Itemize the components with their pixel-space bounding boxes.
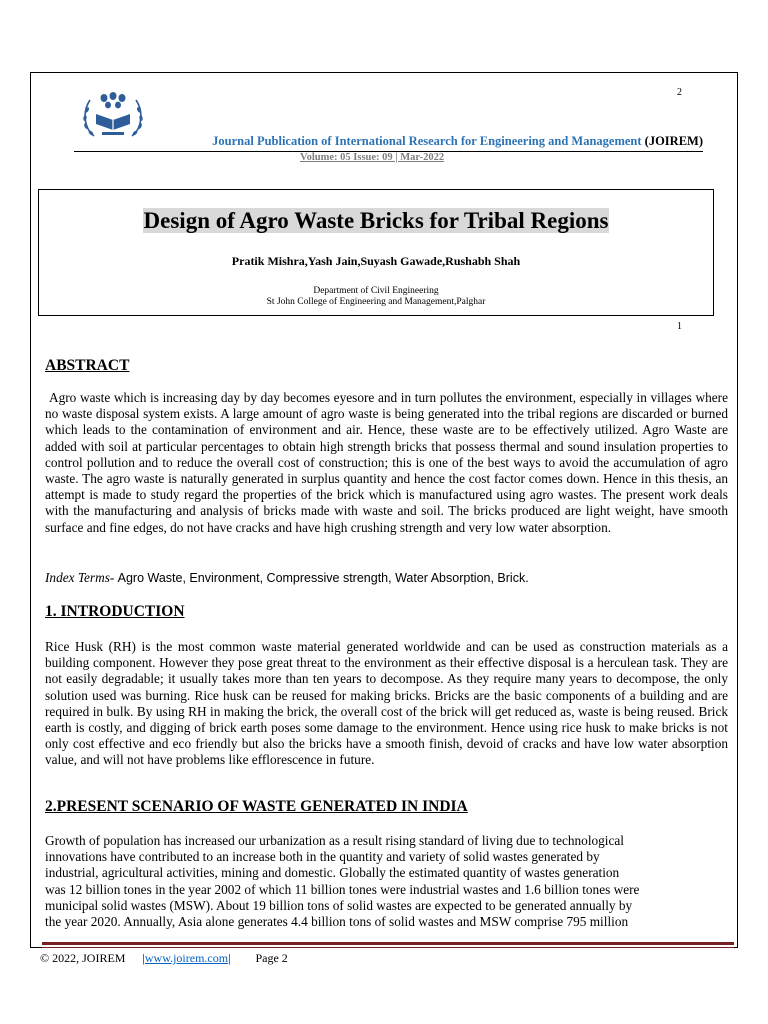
paper-title	[39, 208, 713, 234]
header-page-number: 2	[677, 87, 682, 98]
scenario-line: was 12 billion tones in the year 2002 of which 11 billion tones were industrial wastes and 1.6 billion tones were	[45, 881, 640, 897]
introduction-heading: 1. INTRODUCTION	[45, 603, 185, 620]
scenario-line: the year 2020. Annually, Asia alone generates 4.4 billion tons of solid wastes and MSW comprise 795 million	[45, 914, 629, 930]
paper-title-text: Design of Agro Waste Bricks for Tribal Regions	[143, 208, 609, 233]
introduction-text: Rice Husk (RH) is the most common waste material generated worldwide and can be used as construction materials as a building component. However they pose great threat to the environment as their effective disposal is a herculean task. They are not easily degradable; it usually takes more than ten years to decompose. As they require many years to decompose, the only solution used was burning. Rice husk can be reused for making bricks. Bricks are the basic components of a building and are required in bulk. By using RH in making the brick, the overall cost of the brick will get reduced as, waste is being reused. Brick earth is costly, and digging of brick earth poses some damage to the environment. Hence using rice husk to make bricks is not only cost effective and eco friendly but also the bricks have a smooth finish, devoid of cracks and have low water absorption value, and will not have problems like efflorescence in future.	[45, 639, 728, 768]
footnote-mark: 1	[677, 321, 682, 332]
journal-header-line	[74, 134, 703, 152]
abstract-text: Agro waste which is increasing day by day becomes eyesore and in turn pollutes the environment, especially in villages where no waste disposal system exists. A large amount of agro waste is being generated into the tribal regions are discarded or burned which leads to the contamination of environment and air. Hence, these waste are to be effectively utilized. Agro Waste are added with soil at particular percentages to obtain high strength bricks that possess thermal and sound insulation properties to control pollution and to reduce the overall cost of construction; this is one of the best ways to avoid the accumulation of agro waste. The agro waste is naturally generated in surplus quantity and hence the cost factor comes down. Hence in this thesis, an attempt is made to study regard the properties of the brick which is manufactured using agro wastes. The present work deals with the manufacturing and analysis of bricks made with waste and soil. The bricks produced are light weight, have smooth surface and fine edges, do not have cracks and have high crushing strength and very low water absorption.	[45, 390, 728, 535]
footer-rule-thick	[42, 942, 734, 945]
footer-bracket-close: |	[228, 951, 231, 965]
volume-issue: Volume: 05 Issue: 09 | Mar-2022	[300, 152, 445, 163]
footer-bracket-open: |	[142, 951, 145, 965]
affiliation	[39, 286, 713, 308]
scenario-text	[45, 833, 728, 930]
footer-website-link[interactable]: www.joirem.com	[144, 951, 229, 965]
title-block	[38, 189, 714, 316]
abstract-heading: ABSTRACT	[45, 357, 130, 374]
authors: Pratik Mishra,Yash Jain,Suyash Gawade,Rushabh Shah	[231, 254, 521, 268]
scenario-line: Growth of population has increased our urbanization as a result rising standard of living due to technological	[45, 833, 624, 848]
college: St John College of Engineering and Management,Palghar	[266, 297, 486, 307]
scenario-line: municipal solid wastes (MSW). About 19 billion tons of solid wastes are expected to be generated annually by	[45, 897, 633, 913]
journal-name: Journal Publication of International Research for Engineering and Management	[212, 134, 642, 148]
footer-page-label: Page 2	[255, 951, 288, 965]
index-terms-label: Index Terms-	[45, 570, 115, 585]
scenario-line: industrial, agricultural activities, mining and domestic. Globally the estimated quantity of wastes generation	[45, 865, 620, 881]
journal-abbreviation: (JOIREM)	[644, 134, 703, 148]
department: Department of Civil Engineering	[313, 286, 439, 296]
footer-copyright: © 2022, JOIREM	[40, 951, 126, 965]
index-terms-list: Agro Waste, Environment, Compressive strength, Water Absorption, Brick.	[117, 571, 529, 585]
scenario-heading: 2.PRESENT SCENARIO OF WASTE GENERATED IN INDIA	[45, 798, 468, 815]
footer-rule-thin	[42, 947, 734, 948]
footer	[40, 951, 288, 966]
index-terms	[45, 570, 529, 586]
scenario-line: innovations have contributed to an increase both in the quantity and variety of solid wastes generated by	[45, 849, 600, 865]
